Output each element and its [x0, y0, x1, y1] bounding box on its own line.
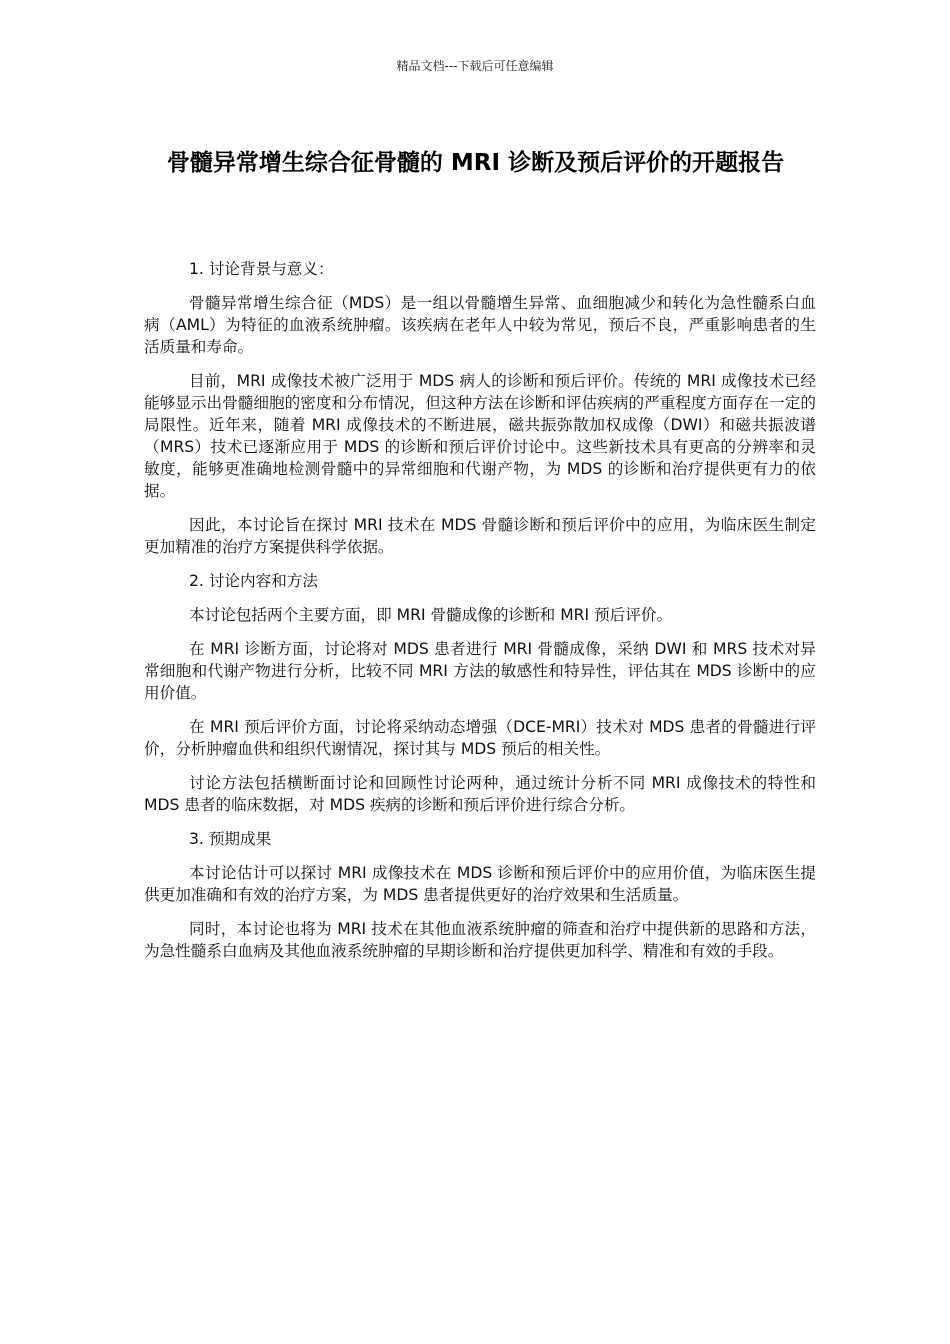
section-heading-expected-results: 3. 预期成果: [189, 830, 272, 848]
paragraph: 本讨论包括两个主要方面，即 MRI 骨髓成像的诊断和 MRI 预后评价。: [189, 606, 673, 624]
document-body: [144, 258, 816, 974]
paragraph: 因此，本讨论旨在探讨 MRI 技术在 MDS 骨髓诊断和预后评价中的应用，为临床医生制定更加精准的治疗方案提供科学依据。: [144, 516, 816, 556]
paragraph: 本讨论估计可以探讨 MRI 成像技术在 MDS 诊断和预后评价中的应用价值，为临床医生提供更加准确和有效的治疗方案，为 MDS 患者提供更好的治疗效果和生活质量。: [144, 864, 816, 904]
section-heading-content-methods: 2. 讨论内容和方法: [189, 572, 318, 590]
paragraph: 骨髓异常增生综合征（MDS）是一组以骨髓增生异常、血细胞减少和转化为急性髓系白血病（AML）为特征的血液系统肿瘤。该疾病在老年人中较为常见，预后不良，严重影响患者的生活质量和寿命。: [144, 294, 816, 356]
paragraph: 在 MRI 诊断方面，讨论将对 MDS 患者进行 MRI 骨髓成像，采纳 DWI 和 MRS 技术对异常细胞和代谢产物进行分析，比较不同 MRI 方法的敏感性和特异性，评估其在 MDS 诊断中的应用价值。: [144, 640, 816, 702]
section-heading-background: 1. 讨论背景与意义：: [189, 260, 334, 278]
header-note: 精品文档---下载后可任意编辑: [396, 59, 554, 73]
paragraph: 目前，MRI 成像技术被广泛用于 MDS 病人的诊断和预后评价。传统的 MRI 成像技术已经能够显示出骨髓细胞的密度和分布情况，但这种方法在诊断和评估疾病的严重程度方面存在一定的局限性。近年来，随着 MRI 成像技术的不断进展，磁共振弥散加权成像（DWI）和磁共振波谱（MRS）技术已逐渐应用于 MDS 的诊断和预后评价讨论中。这些新技术具有更高的分辨率和灵敏度，能够更准确地检测骨髓中的异常细胞和代谢产物，为 MDS 的诊断和治疗提供更有力的依据。: [144, 372, 816, 500]
paragraph: 讨论方法包括横断面讨论和回顾性讨论两种，通过统计分析不同 MRI 成像技术的特性和 MDS 患者的临床数据，对 MDS 疾病的诊断和预后评价进行综合分析。: [144, 774, 816, 814]
paragraph: 在 MRI 预后评价方面，讨论将采纳动态增强（DCE-MRI）技术对 MDS 患者的骨髓进行评价，分析肿瘤血供和组织代谢情况，探讨其与 MDS 预后的相关性。: [144, 718, 816, 758]
paragraph: 同时，本讨论也将为 MRI 技术在其他血液系统肿瘤的筛查和治疗中提供新的思路和方法，为急性髓系白血病及其他血液系统肿瘤的早期诊断和治疗提供更加科学、精准和有效的手段。: [144, 920, 816, 960]
document-title: 骨髓异常增生综合征骨髓的 MRI 诊断及预后评价的开题报告: [166, 150, 785, 176]
